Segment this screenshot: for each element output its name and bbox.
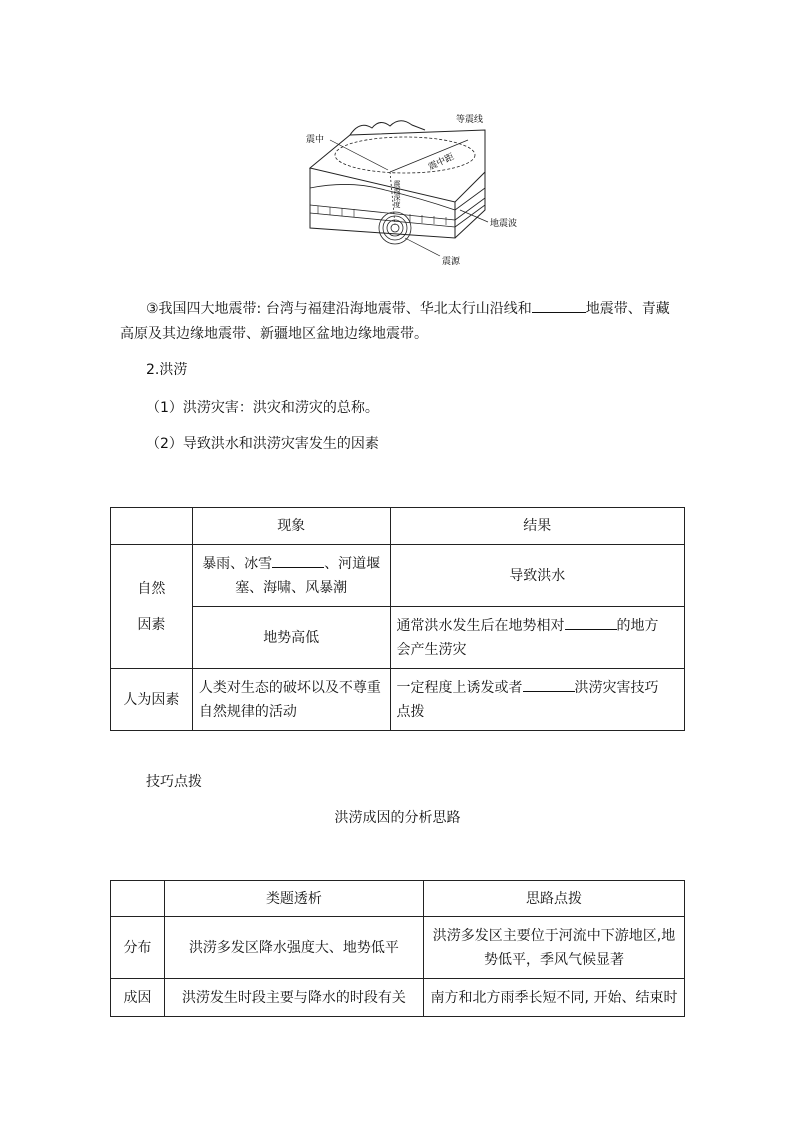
row3-result-part1: 一定程度上诱发或者 xyxy=(396,679,523,696)
flood-factors-table xyxy=(110,507,685,731)
blank-belt[interactable] xyxy=(532,298,586,313)
row-label-distribution: 分布 xyxy=(111,917,165,979)
row1-thinking-line1: 洪涝多发区主要位于河流中下游地区,地 xyxy=(432,927,676,944)
row2-result-part1: 通常洪水发生后在地势相对 xyxy=(396,617,565,634)
flood-analysis-table xyxy=(110,880,685,1017)
row2-result xyxy=(390,607,684,669)
row2-thinking: 南方和北方雨季长短不同, 开始、结束时 xyxy=(424,979,685,1017)
row3-phen-line1: 人类对生态的破坏以及不尊重 xyxy=(198,679,381,696)
blank-terrain[interactable] xyxy=(565,615,617,630)
label-seismic-wave: 地震波 xyxy=(490,219,518,229)
label-epicenter: 震中 xyxy=(306,135,325,145)
row1-thinking-line2: 势低平，季风气候显著 xyxy=(484,951,624,968)
table-row xyxy=(111,545,685,607)
flood-item2: （2）导致洪水和洪涝灾害发生的因素 xyxy=(146,436,379,452)
section-heading-flood: 2.洪涝 xyxy=(146,362,188,378)
row2-analysis: 洪涝发生时段主要与降水的时段有关 xyxy=(164,979,423,1017)
row1-result: 导致洪水 xyxy=(390,545,684,607)
table-row xyxy=(111,508,685,545)
leader-focus-top xyxy=(330,140,388,170)
label-epicentral-distance: 震中距 xyxy=(427,152,456,173)
belts-prefix: ③我国四大地震带: 台湾与福建沿海地震带、华北太行山沿线和 xyxy=(146,301,532,317)
row2-result-line2: 会产生涝灾 xyxy=(396,641,467,658)
row3-phenomenon xyxy=(192,669,390,731)
row1-analysis: 洪涝多发区降水强度大、地势低平 xyxy=(164,917,423,979)
label-isoseismal: 等震线 xyxy=(456,115,484,125)
header-thinking: 思路点拨 xyxy=(424,881,685,917)
leader-focus xyxy=(405,238,440,256)
table-row xyxy=(111,979,685,1017)
row1-phen-part1: 暴雨、冰雪 xyxy=(202,555,273,572)
header-phenomenon: 现象 xyxy=(192,508,390,545)
row3-result xyxy=(390,669,684,731)
label-focal-depth: 震源深度 xyxy=(393,180,401,208)
header-result: 结果 xyxy=(390,508,684,545)
label-focus: 震源 xyxy=(442,257,461,267)
blank-ice[interactable] xyxy=(272,553,324,568)
row2-phenomenon: 地势高低 xyxy=(192,607,390,669)
row3-result-part2: 洪涝灾害技巧 xyxy=(574,679,659,696)
row3-result-line2: 点拨 xyxy=(396,703,425,720)
row1-phen-line2: 塞、海啸、风暴潮 xyxy=(235,579,348,596)
table-row xyxy=(111,917,685,979)
earthquake-diagram xyxy=(290,110,518,270)
flood-item1: （1）洪涝灾害：洪灾和涝灾的总称。 xyxy=(146,400,379,416)
isoseismal-line xyxy=(335,137,475,173)
table-row xyxy=(111,669,685,731)
belts-paragraph xyxy=(146,297,686,322)
header-analysis: 类题透析 xyxy=(164,881,423,917)
row1-phen-part2: 、河道堰 xyxy=(324,555,381,572)
table-row xyxy=(111,607,685,669)
tips-title: 洪涝成因的分析思路 xyxy=(334,810,461,826)
table-cell xyxy=(111,508,193,545)
natural-label-2: 因素 xyxy=(137,616,166,633)
tips-label: 技巧点拨 xyxy=(146,774,202,790)
row1-phenomenon xyxy=(192,545,390,607)
block-right-face xyxy=(455,172,485,238)
human-factor-label: 人为因素 xyxy=(111,669,193,731)
table-row xyxy=(111,881,685,917)
natural-label-1: 自然 xyxy=(137,580,166,597)
row3-phen-line2: 自然规律的活动 xyxy=(198,703,297,720)
belts-line2: 高原及其边缘地震带、新疆地区盆地边缘地震带。 xyxy=(120,326,428,342)
focus-circles xyxy=(379,212,411,244)
blank-human[interactable] xyxy=(523,677,575,692)
row-label-cause: 成因 xyxy=(111,979,165,1017)
table-cell xyxy=(111,881,165,917)
row2-result-part2: 的地方 xyxy=(616,617,659,634)
row1-thinking xyxy=(424,917,685,979)
natural-factor-label xyxy=(111,545,193,669)
belts-suffix: 地震带、青藏 xyxy=(585,301,670,317)
